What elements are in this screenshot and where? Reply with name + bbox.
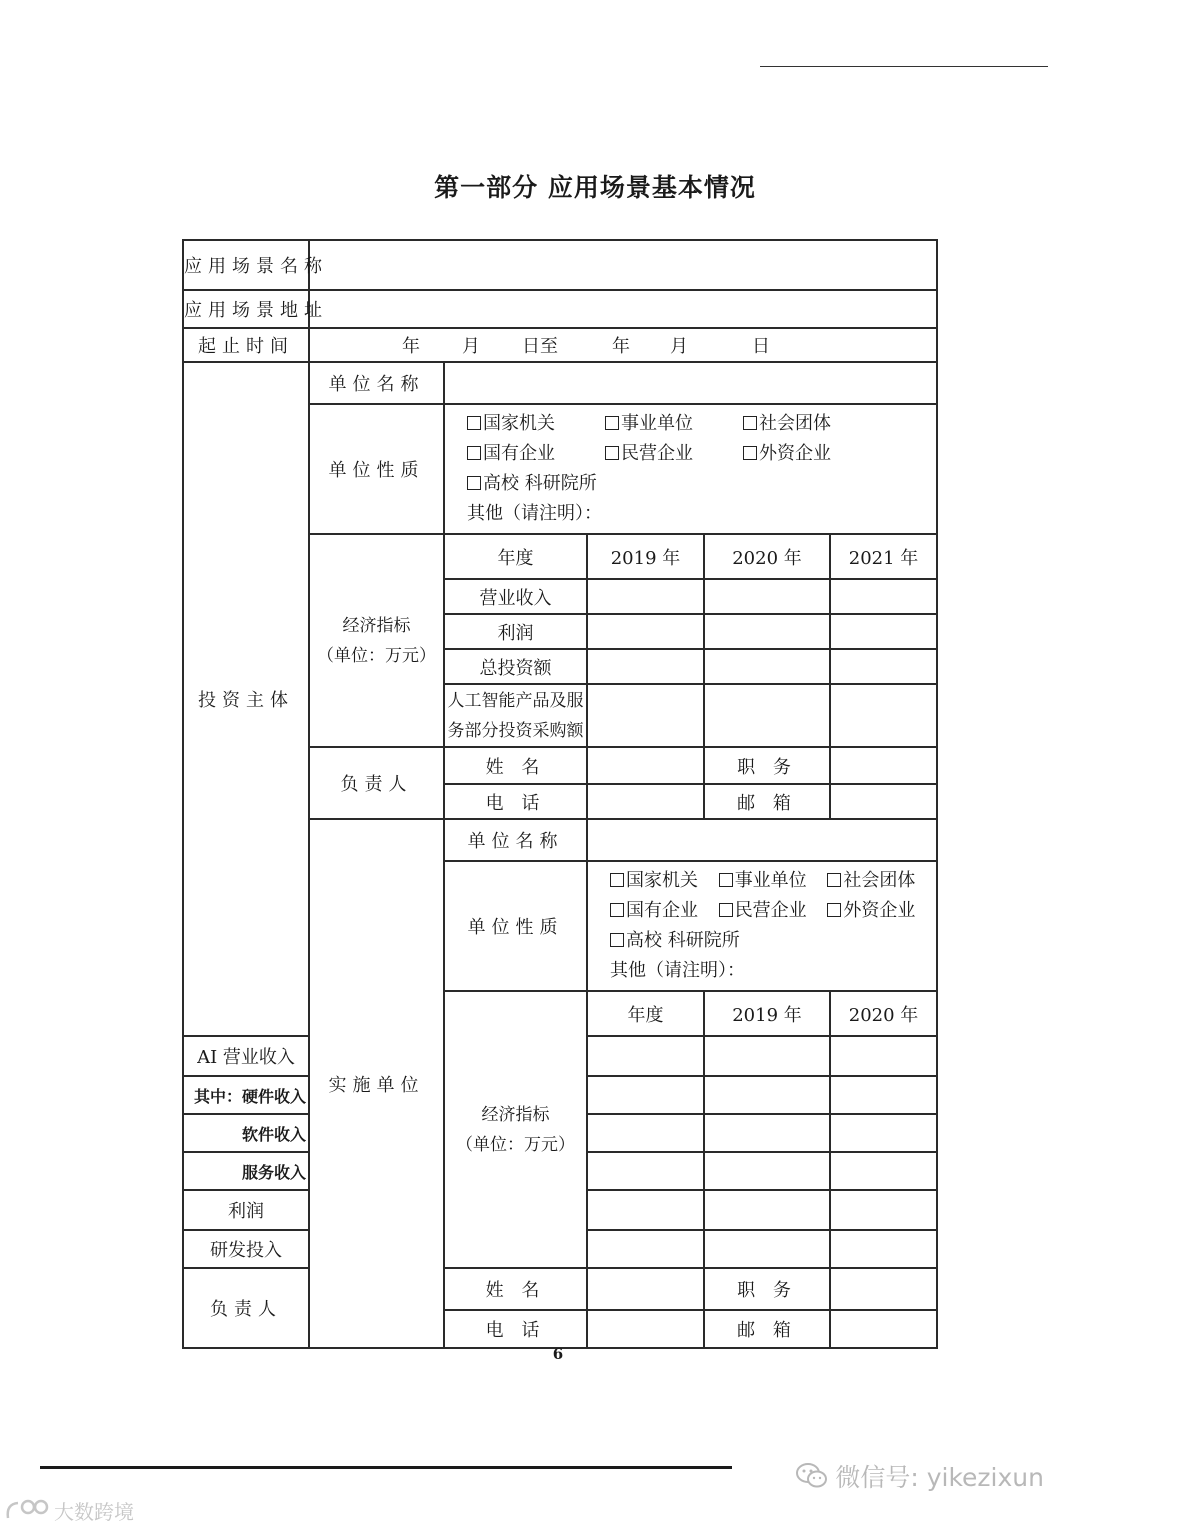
period-end-day: 日	[752, 336, 770, 357]
page-number: 6	[552, 1345, 564, 1363]
investor-phone-field[interactable]	[587, 784, 704, 819]
investor-year-2020: 2020 年	[704, 534, 830, 579]
implementer-year-2019: 2019 年	[704, 991, 830, 1036]
checkbox-icon	[467, 446, 481, 460]
investor-name-field[interactable]	[587, 747, 704, 784]
implementer-rnd-2021[interactable]	[830, 1230, 937, 1268]
period-row	[183, 328, 937, 362]
implementer-year-header: 年度	[587, 991, 704, 1036]
investor-email-label: 邮 箱	[704, 784, 830, 819]
scene-address-row	[183, 290, 937, 328]
investor-unit-name-field[interactable]	[444, 362, 937, 404]
implementer-econ-label: 经济指标 （单位：万元）	[444, 991, 587, 1268]
investor-ai-purchase-label: 人工智能产品及服 务部分投资采购额	[444, 684, 587, 747]
implementer-service-2020[interactable]	[704, 1152, 830, 1190]
implementer-software-2019[interactable]	[587, 1114, 704, 1152]
implementer-responsible-label: 负责人	[183, 1268, 309, 1348]
implementer-section-label: 实施单位	[309, 819, 444, 1348]
scene-name-label: 应用场景名称	[183, 240, 309, 290]
investor-profit-2020[interactable]	[704, 614, 830, 649]
investor-profit-2021[interactable]	[830, 614, 937, 649]
implementer-profit-2021[interactable]	[830, 1190, 937, 1230]
implementer-option-university[interactable]: 高校 科研院所	[610, 926, 740, 956]
investor-option-other: 其他（请注明）：	[467, 503, 602, 524]
period-start-day: 日至	[522, 336, 558, 357]
implementer-hardware-2019[interactable]	[587, 1076, 704, 1114]
investor-profit-label: 利润	[444, 614, 587, 649]
checkbox-icon	[827, 903, 841, 917]
implementer-software-2020[interactable]	[704, 1114, 830, 1152]
implementer-rnd-label: 研发投入	[183, 1230, 309, 1268]
investor-unit-nature-label: 单位性质	[309, 404, 444, 534]
investor-ai-purchase-2019[interactable]	[587, 684, 704, 747]
implementer-email-label: 邮 箱	[704, 1310, 830, 1348]
checkbox-icon	[827, 873, 841, 887]
investor-unit-name-label: 单位名称	[309, 362, 444, 404]
investor-total-investment-label: 总投资额	[444, 649, 587, 684]
period-field[interactable]	[309, 328, 937, 362]
investor-section-label: 投资主体	[183, 362, 309, 1036]
implementer-ai-revenue-2021[interactable]	[830, 1036, 937, 1076]
implementer-hardware-label: 其中：硬件收入	[183, 1076, 309, 1114]
implementer-hardware-2020[interactable]	[704, 1076, 830, 1114]
investor-unit-name-row	[183, 362, 937, 404]
implementer-nature-options	[587, 861, 937, 991]
implementer-hardware-2021[interactable]	[830, 1076, 937, 1114]
brand-watermark	[4, 1496, 134, 1525]
investor-profit-2019[interactable]	[587, 614, 704, 649]
implementer-option-government[interactable]: 国家机关	[610, 866, 719, 896]
investor-revenue-2021[interactable]	[830, 579, 937, 614]
period-end-year: 年	[612, 336, 630, 357]
implementer-year-2020: 2020 年	[830, 991, 937, 1036]
investor-econ-label: 经济指标 （单位：万元）	[309, 534, 444, 747]
page-title: 第一部分 应用场景基本情况	[434, 173, 756, 202]
implementer-profit-2020[interactable]	[704, 1190, 830, 1230]
investor-year-2021: 2021 年	[830, 534, 937, 579]
investor-responsible-label: 负责人	[309, 747, 444, 819]
period-end-month: 月	[670, 336, 688, 357]
checkbox-icon	[610, 903, 624, 917]
checkbox-icon	[719, 903, 733, 917]
investor-option-government[interactable]: 国家机关	[467, 409, 605, 439]
implementer-rnd-2020[interactable]	[704, 1230, 830, 1268]
investor-option-state-owned[interactable]: 国有企业	[467, 439, 605, 469]
implementer-option-private[interactable]: 民营企业	[719, 896, 828, 926]
top-rule	[760, 66, 1048, 67]
period-start-month: 月	[462, 336, 480, 357]
investor-ai-purchase-2021[interactable]	[830, 684, 937, 747]
investor-total-investment-2020[interactable]	[704, 649, 830, 684]
investor-option-public-institution[interactable]: 事业单位	[605, 409, 743, 439]
scene-info-form	[182, 239, 938, 1349]
implementer-option-foreign[interactable]: 外资企业	[827, 896, 936, 926]
investor-year-header: 年度	[444, 534, 587, 579]
implementer-unit-nature-label: 单位性质	[444, 861, 587, 991]
investor-position-field[interactable]	[830, 747, 937, 784]
implementer-profit-label: 利润	[183, 1190, 309, 1230]
implementer-contact-name-row	[183, 1268, 937, 1310]
investor-year-2019: 2019 年	[587, 534, 704, 579]
period-label: 起止时间	[183, 328, 309, 362]
implementer-option-other: 其他（请注明）：	[610, 960, 745, 981]
checkbox-icon	[467, 416, 481, 430]
scene-address-label: 应用场景地址	[183, 290, 309, 328]
implementer-rnd-2019[interactable]	[587, 1230, 704, 1268]
investor-email-field[interactable]	[830, 784, 937, 819]
checkbox-icon	[743, 416, 757, 430]
implementer-position-label: 职 务	[704, 1268, 830, 1310]
implementer-name-label: 姓 名	[444, 1268, 587, 1310]
checkbox-icon	[605, 446, 619, 460]
implementer-phone-label: 电 话	[444, 1310, 587, 1348]
implementer-option-public-institution[interactable]: 事业单位	[719, 866, 828, 896]
implementer-software-2021[interactable]	[830, 1114, 937, 1152]
investor-total-investment-2019[interactable]	[587, 649, 704, 684]
investor-revenue-2019[interactable]	[587, 579, 704, 614]
scene-name-field[interactable]	[309, 240, 937, 290]
checkbox-icon	[610, 873, 624, 887]
investor-name-label: 姓 名	[444, 747, 587, 784]
investor-option-university[interactable]: 高校 科研院所	[467, 469, 597, 499]
investor-ai-purchase-2020[interactable]	[704, 684, 830, 747]
implementer-service-2021[interactable]	[830, 1152, 937, 1190]
checkbox-icon	[719, 873, 733, 887]
checkbox-icon	[610, 933, 624, 947]
checkbox-icon	[605, 416, 619, 430]
checkbox-icon	[467, 476, 481, 490]
period-start-year: 年	[402, 336, 420, 357]
bottom-rule	[40, 1466, 732, 1469]
implementer-email-field[interactable]	[830, 1310, 937, 1348]
implementer-ai-revenue-label: AI 营业收入	[183, 1036, 309, 1076]
implementer-profit-2019[interactable]	[587, 1190, 704, 1230]
investor-position-label: 职 务	[704, 747, 830, 784]
investor-revenue-label: 营业收入	[444, 579, 587, 614]
implementer-option-state-owned[interactable]: 国有企业	[610, 896, 719, 926]
checkbox-icon	[743, 446, 757, 460]
brand-logo-icon	[4, 1498, 50, 1524]
implementer-option-social-group[interactable]: 社会团体	[827, 866, 936, 896]
investor-total-investment-2021[interactable]	[830, 649, 937, 684]
scene-address-field[interactable]	[309, 290, 937, 328]
investor-option-foreign[interactable]: 外资企业	[743, 439, 881, 469]
wechat-icon	[795, 1462, 829, 1490]
brand-name: 大数跨境	[54, 1500, 134, 1524]
wechat-watermark	[795, 1458, 1044, 1494]
investor-revenue-2020[interactable]	[704, 579, 830, 614]
implementer-unit-name-label: 单位名称	[444, 819, 587, 861]
investor-nature-options	[444, 404, 937, 534]
implementer-ai-revenue-2019[interactable]	[587, 1036, 704, 1076]
scene-name-row	[183, 240, 937, 290]
wechat-id-text: 微信号: yikezixun	[835, 1463, 1044, 1492]
investor-phone-label: 电 话	[444, 784, 587, 819]
investor-option-private[interactable]: 民营企业	[605, 439, 743, 469]
implementer-software-label: 软件收入	[183, 1114, 309, 1152]
implementer-ai-revenue-2020[interactable]	[704, 1036, 830, 1076]
implementer-position-field[interactable]	[830, 1268, 937, 1310]
investor-option-social-group[interactable]: 社会团体	[743, 409, 881, 439]
implementer-name-field[interactable]	[587, 1268, 704, 1310]
implementer-unit-name-field[interactable]	[587, 819, 937, 861]
implementer-service-label: 服务收入	[183, 1152, 309, 1190]
implementer-service-2019[interactable]	[587, 1152, 704, 1190]
implementer-phone-field[interactable]	[587, 1310, 704, 1348]
